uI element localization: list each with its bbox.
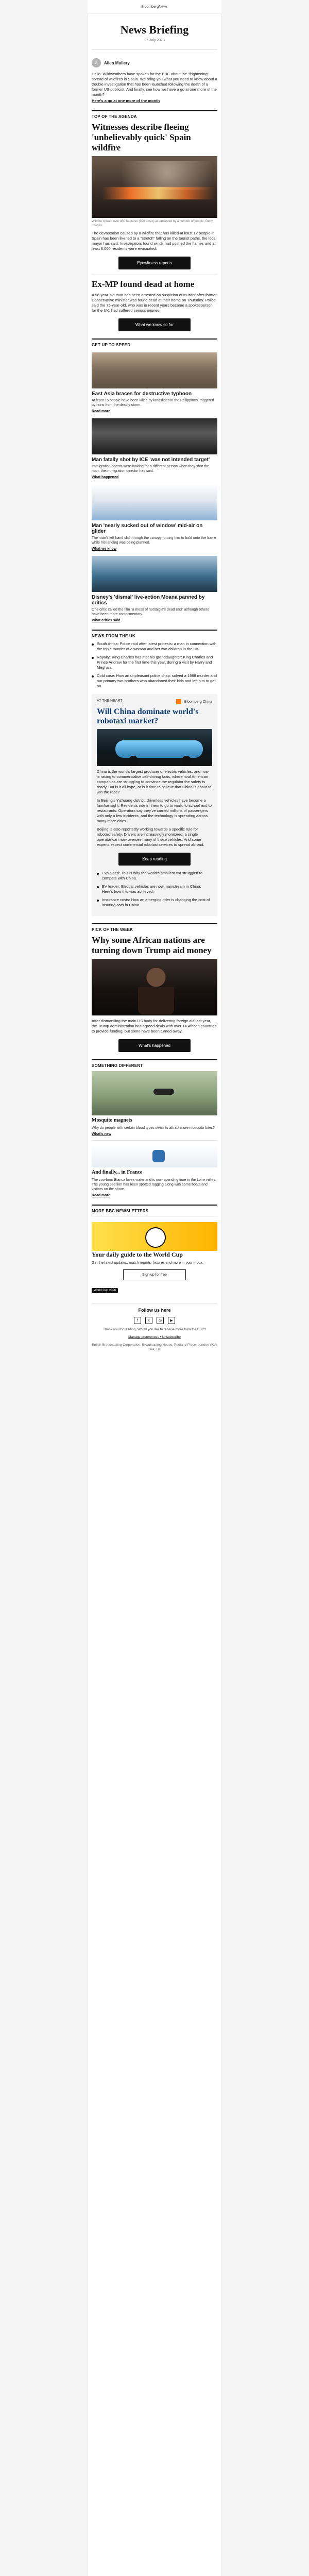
social-icons xyxy=(92,1317,217,1324)
finally-headline[interactable]: And finally... in France xyxy=(92,1170,143,1175)
wheel-left xyxy=(129,756,138,765)
panel-bullet xyxy=(97,897,212,908)
speed-item-text: The man's left hand slid through the canopy forcing him to hold onto the frame while his landing was being planned. xyxy=(92,536,216,545)
author-avatar: A xyxy=(92,58,101,67)
speed-item-text: At least 15 people have been killed by landslides in the Philippines, triggered by rains from the deadly storm. xyxy=(92,399,214,407)
panel-button[interactable]: Keep reading xyxy=(118,853,191,866)
speed-item-title[interactable]: East Asia braces for destructive typhoon xyxy=(92,391,192,397)
mosquito-headline[interactable]: Mosquito magnets xyxy=(92,1117,132,1123)
brand-text: BloombergNews xyxy=(141,5,168,9)
newsletter-signup-button[interactable]: Sign up for free xyxy=(123,1269,186,1280)
section-get-up-to-speed: GET UP TO SPEED xyxy=(92,338,217,347)
week-headline[interactable]: Why some African nations are turning down Trump aid money xyxy=(92,935,212,955)
youtube-icon[interactable]: ▶ xyxy=(168,1317,175,1324)
fire-glow xyxy=(102,187,215,199)
speed-item-link[interactable]: Read more xyxy=(92,410,111,413)
finally-image[interactable] xyxy=(92,1145,217,1167)
top-brand-bar xyxy=(88,0,221,14)
featured-panel xyxy=(92,694,217,916)
speed-item xyxy=(92,418,217,479)
speed-item-image[interactable] xyxy=(92,556,217,592)
intro-text: Hello. Wildweathers have spoken for the BBC about the "frightening" spread of wildfires in Spain. We bring you what you need to know about a trouble investigation that has been launched following the death of a former US publicist. And finally, see how we have a go at one more of the month? xyxy=(92,72,217,97)
second-story-button[interactable]: What we know so far xyxy=(118,318,191,331)
mosquito-link[interactable]: What's new xyxy=(92,1132,112,1136)
speed-item-link[interactable]: What critics said xyxy=(92,619,121,622)
panel-body-2: In Beijing's Yizhuang district, driverless vehicles have become a familiar sight. Residents ride in them to go to work, to school and to restaurants. Operators say they've carried millions of passengers with only a few incidents, and the technology is spreading across many more cities. xyxy=(97,798,212,823)
finally-text: The zoo-born Bianca loves water and is now spending time in the Loire valley. The young sea lion has been spotted tagging along with some boats and visitors on the shore. xyxy=(92,1178,216,1191)
x-icon[interactable]: x xyxy=(145,1317,152,1324)
panel-bullet-text[interactable]: Insurance costs: How an emerging rider is changing the cost of insuring cars in China. xyxy=(102,897,210,907)
newsletter-date: 27 July 2023 xyxy=(144,39,165,42)
second-story-headline[interactable]: Ex-MP found dead at home xyxy=(92,279,195,289)
person-silhouette xyxy=(138,968,174,1014)
newsletter-column xyxy=(88,0,221,2576)
speed-item-title[interactable]: Disney's 'dismal' live-action Moana panned by critics xyxy=(92,595,205,606)
panel-body-3: Beijing is also reportedly working towards a specific rule for robotaxi safety. Drivers are increasingly monitored; a single operator can now oversee many of these vehicles. And some experts expect commercial robotaxi services to spread abroad. xyxy=(97,827,204,847)
week-body: After dismantling the main US body for delivering foreign aid last year, the Trump administration has agreed deals with over 14 African countries to provide funding, but some have been turned away. xyxy=(92,1019,217,1033)
speed-item xyxy=(92,484,217,551)
speed-item-title[interactable]: Man fatally shot by ICE 'was not intended target' xyxy=(92,457,210,463)
bullet-dot-icon xyxy=(97,873,99,875)
speed-item-link[interactable]: What happened xyxy=(92,476,119,479)
section-more-newsletters: MORE BBC NEWSLETTERS xyxy=(92,1205,217,1213)
panel-bullet xyxy=(97,884,212,894)
mosquito-icon xyxy=(153,1089,174,1095)
panel-left-label: AT THE HEART xyxy=(97,699,123,703)
bottom-padding xyxy=(92,1352,217,1362)
speed-item-link[interactable]: What we know xyxy=(92,547,117,551)
uk-bullet xyxy=(92,673,217,689)
main-story-image[interactable] xyxy=(92,156,217,218)
speed-item xyxy=(92,352,217,413)
main-story-headline[interactable]: Witnesses describe fleeing 'unbelievably quick' Spain wildfire xyxy=(92,122,191,152)
panel-body-1: China is the world's largest producer of electric vehicles, and now is racing to commercialise self-driving taxis, where rival American companies are struggling to convince the regulator the safety is ready. But is it all hype, or is it time to believe that China is about to win the race? xyxy=(97,769,212,794)
robotaxi-shape xyxy=(115,740,203,758)
section-pick-week: PICK OF THE WEEK xyxy=(92,923,217,932)
bullet-dot-icon xyxy=(97,900,99,902)
week-button[interactable]: What's happened xyxy=(118,1039,191,1052)
mosquito-image[interactable] xyxy=(92,1071,217,1115)
newsletter-badge: World Cup 2026 xyxy=(92,1288,118,1293)
sea-lion-icon xyxy=(152,1150,165,1162)
speed-item-image[interactable] xyxy=(92,484,217,520)
week-image[interactable] xyxy=(92,959,217,1015)
speed-item-image[interactable] xyxy=(92,352,217,388)
instagram-icon[interactable]: ◎ xyxy=(157,1317,164,1324)
speed-item-text: Immigration agents were looking for a different person when they shot the man, the immigration director has said. xyxy=(92,465,209,473)
newsletter-inner xyxy=(88,14,221,1362)
speed-item-text: One critic called the film "a mess of nostalgia's dead end" although others have been more complimentary. xyxy=(92,608,209,616)
footer-note-1: Thank you for reading. Would you like to receive more from the BBC? xyxy=(102,1328,207,1331)
uk-bullet-text[interactable]: South Africa: Police raid after latest protests: a man in connection with the triple murder of a woman and her two children in the UK. xyxy=(97,641,217,651)
panel-image[interactable] xyxy=(97,729,212,766)
ball-icon xyxy=(145,1227,166,1248)
bullet-dot-icon xyxy=(92,675,94,677)
main-story-caption: Wildfire spread over 400 hectares (990 acres) as observed by a number of people, Getty Images xyxy=(92,220,213,227)
wheel-right xyxy=(182,756,191,765)
mosquito-text: Why do people with certain blood types seem to attract more mosquito bites? xyxy=(92,1126,215,1130)
newsletter-title: News Briefing xyxy=(120,23,189,36)
section-something-different: SOMETHING DIFFERENT xyxy=(92,1059,217,1068)
panel-bullet-text[interactable]: Explained: This is why the world's smallest car struggled to compete with China. xyxy=(102,871,203,880)
section-top-agenda: TOP OF THE AGENDA xyxy=(92,110,217,119)
second-story-body: A 56-year-old man has been arrested on suspicion of murder after former Conservative minister was found dead at their home on Thursday. Police said the 75-year-old, who was in recent years became a spokesperson for the UK, had suffered serious injuries. xyxy=(92,293,217,313)
newsletter-text: Get the latest updates, match reports, fixtures and more in your inbox. xyxy=(92,1261,203,1265)
uk-bullet-text[interactable]: Cold case: How an unpleasant police chap: solved a 1988 murder and our primary two brothers who abandoned their kids and left him to get on. xyxy=(97,673,217,688)
speed-item-image[interactable] xyxy=(92,418,217,454)
panel-headline[interactable]: Will China dominate world's robotaxi market? xyxy=(97,707,199,725)
intro-link[interactable]: Here's a go at one more of the month xyxy=(92,98,160,103)
author-name: Allen Mullery xyxy=(104,60,130,65)
panel-header xyxy=(97,699,212,704)
divider xyxy=(92,49,217,50)
masthead xyxy=(92,14,217,45)
bullet-dot-icon xyxy=(92,643,94,646)
section-news-uk: NEWS FROM THE UK xyxy=(92,630,217,638)
smoke-layer xyxy=(92,161,217,190)
facebook-icon[interactable]: f xyxy=(134,1317,141,1324)
panel-bullet xyxy=(97,871,212,881)
uk-bullet xyxy=(92,655,217,670)
uk-bullet-text[interactable]: Royalty: King Charles has met his granddaughter: King Charles and Prince Andrew for the first time this year, during a visit by Harry and Meghan. xyxy=(97,655,213,670)
main-story-button[interactable]: Eyewitness reports xyxy=(118,257,191,269)
bloomberg-logo-icon xyxy=(176,699,181,704)
panel-bullet-text[interactable]: EV leader: Electric vehicles are now mainstream in China. Here's how this was achieved. xyxy=(102,884,201,894)
bullet-dot-icon xyxy=(92,657,94,659)
author-row xyxy=(92,54,217,72)
main-story-body: The devastation caused by a wildfire that has killed at least 12 people in Spain has been likened to a "stretch" falling on the tourist paths, the local mayor has said. Investigators found winds had pushed the flames and at least 6,000 residents were evacuated. xyxy=(92,231,217,251)
uk-bullet xyxy=(92,641,217,652)
bullet-dot-icon xyxy=(97,886,99,888)
speed-item xyxy=(92,556,217,622)
divider xyxy=(92,1140,217,1141)
footer-links xyxy=(92,1335,217,1340)
panel-right-label xyxy=(176,699,212,704)
finally-link[interactable]: Read more xyxy=(92,1194,111,1197)
newsletter-title[interactable]: Your daily guide to the World Cup xyxy=(92,1251,183,1258)
footer-links-text[interactable]: Manage preferences • Unsubscribe xyxy=(128,1335,181,1339)
follow-heading: Follow us here xyxy=(138,1308,171,1313)
speed-item-title[interactable]: Man 'nearly sucked out of window' mid-air on glider xyxy=(92,523,203,534)
newsletter-hero xyxy=(92,1222,217,1251)
panel-right-text: Bloomberg China xyxy=(184,700,212,704)
footer-legal: British Broadcasting Corporation, Broadcasting House, Portland Place, London W1A 1AA, UK xyxy=(92,1343,217,1351)
newsletter-item xyxy=(92,1216,217,1299)
